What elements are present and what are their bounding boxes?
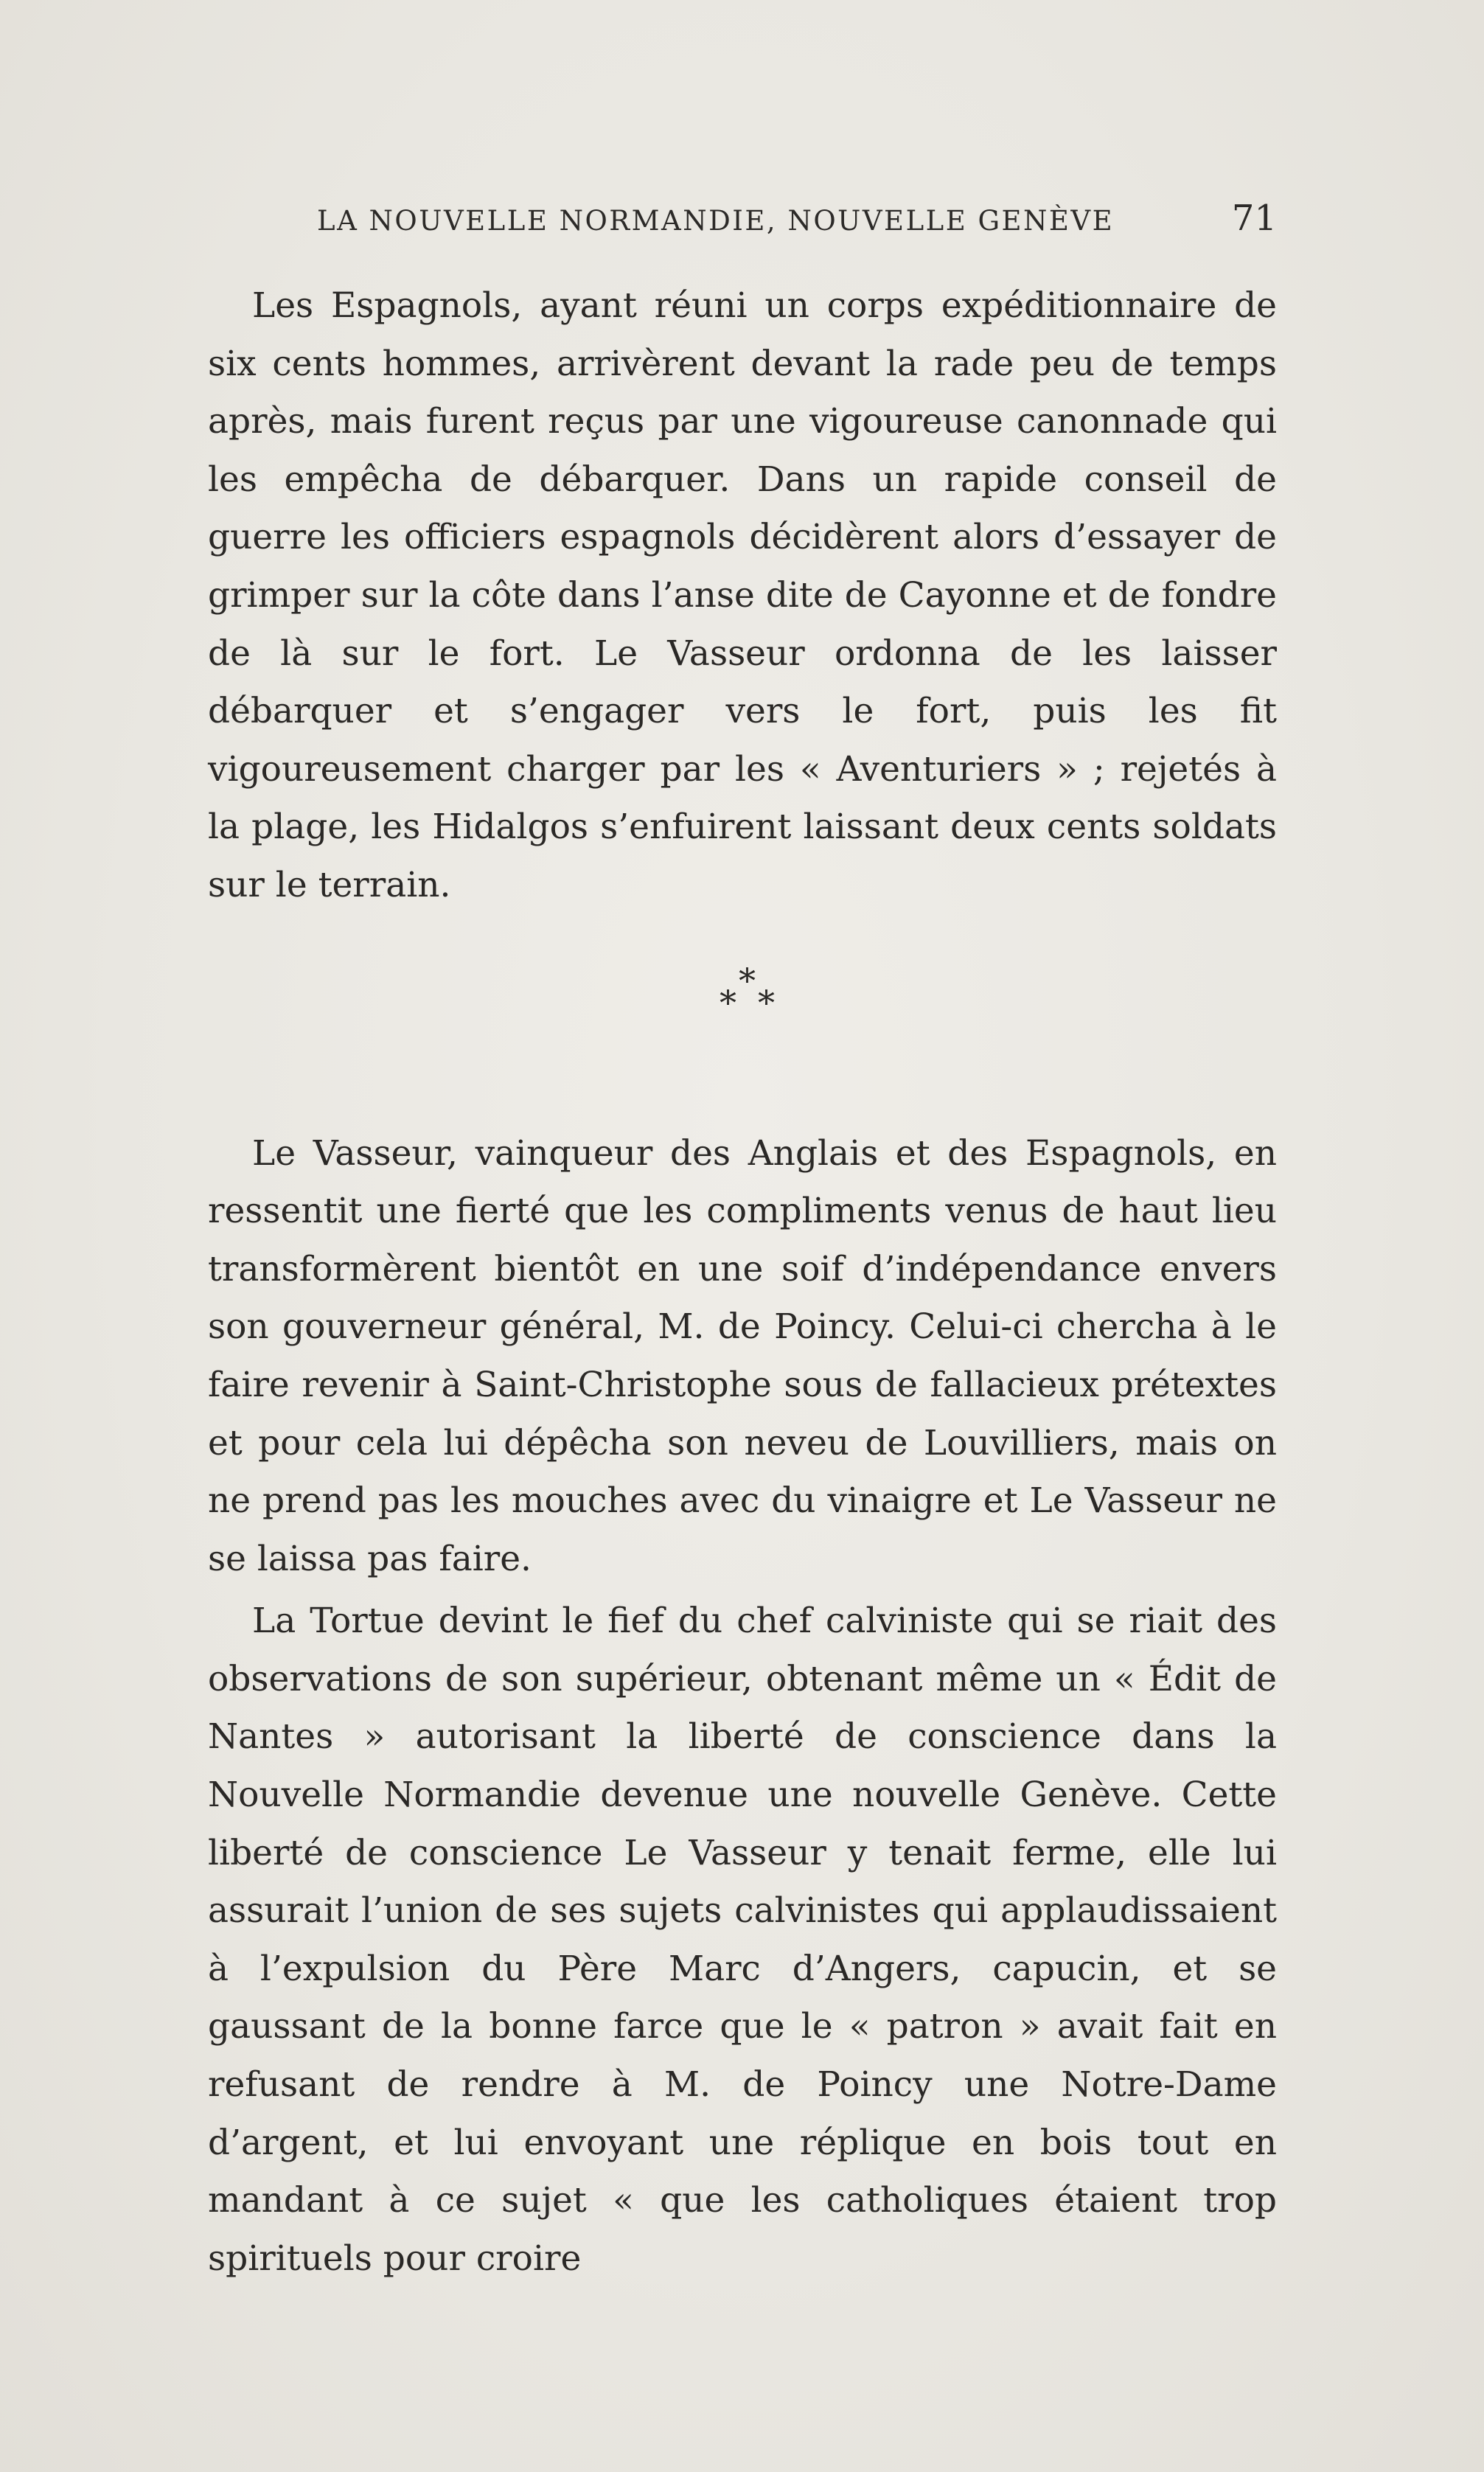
page-number: 71: [1231, 198, 1277, 239]
paragraph-3: La Tortue devint le fief du chef calviniste qui se riait des observations de son supérieur, obtenant même un « Édit de Nantes » autorisant la liberté de conscience dans la Nouvelle Normandie devenue une nouvelle Genève. Cette liberté de conscience Le Vasseur y tenait ferme, elle lui assurait l’union de ses sujets calvinistes qui applaudissaient à l’expulsion du Père Marc d’Angers, capucin, et se gaussant de la bonne farce que le « patron » avait fait en refusant de rendre à M. de Poincy une Notre-Dame d’argent, et lui envoyant une réplique en bois tout en mandant à ce sujet « que les catholiques étaient trop spirituels pour croire: [208, 1601, 1277, 2279]
asterisk-left: *: [720, 982, 736, 1023]
paragraph-2: Le Vasseur, vainqueur des Anglais et des Espagnols, en ressentit une fierté que les compliments venus de haut lieu transformèrent bientôt en une soif d’indépendance envers son gouverneur général, M. de Poincy. Celui-ci chercha à le faire revenir à Saint-Christophe sous de fallacieux prétextes et pour cela lui dépêcha son neveu de Louvilliers, mais on ne prend pas les mouches avec du vinaigre et Le Vasseur ne se laissa pas faire.: [208, 1132, 1277, 1579]
section-break: [208, 915, 1277, 1125]
asterisk-right: *: [758, 982, 775, 1023]
asterism: [715, 960, 781, 1023]
running-header: [208, 198, 1277, 249]
running-title: LA NOUVELLE NORMANDIE, NOUVELLE GENÈVE: [317, 205, 1115, 237]
asterisk-top: *: [739, 960, 756, 1000]
paragraph-1: Les Espagnols, ayant réuni un corps expéditionnaire de six cents hommes, arrivèrent devant la rade peu de temps après, mais furent reçus par une vigoureuse canonnade qui les empêcha de débarquer. Dans un rapide conseil de guerre les officiers espagnols décidèrent alors d’essayer de grimper sur la côte dans l’anse dite de Cayonne et de fondre de là sur le fort. Le Vasseur ordonna de les laisser débarquer et s’engager vers le fort, puis les fit vigoureusement charger par les « Aventuriers » ; rejetés à la plage, les Hidalgos s’enfuirent laissant deux cents soldats sur le terrain.: [208, 285, 1277, 905]
page-body: [208, 277, 1277, 2288]
